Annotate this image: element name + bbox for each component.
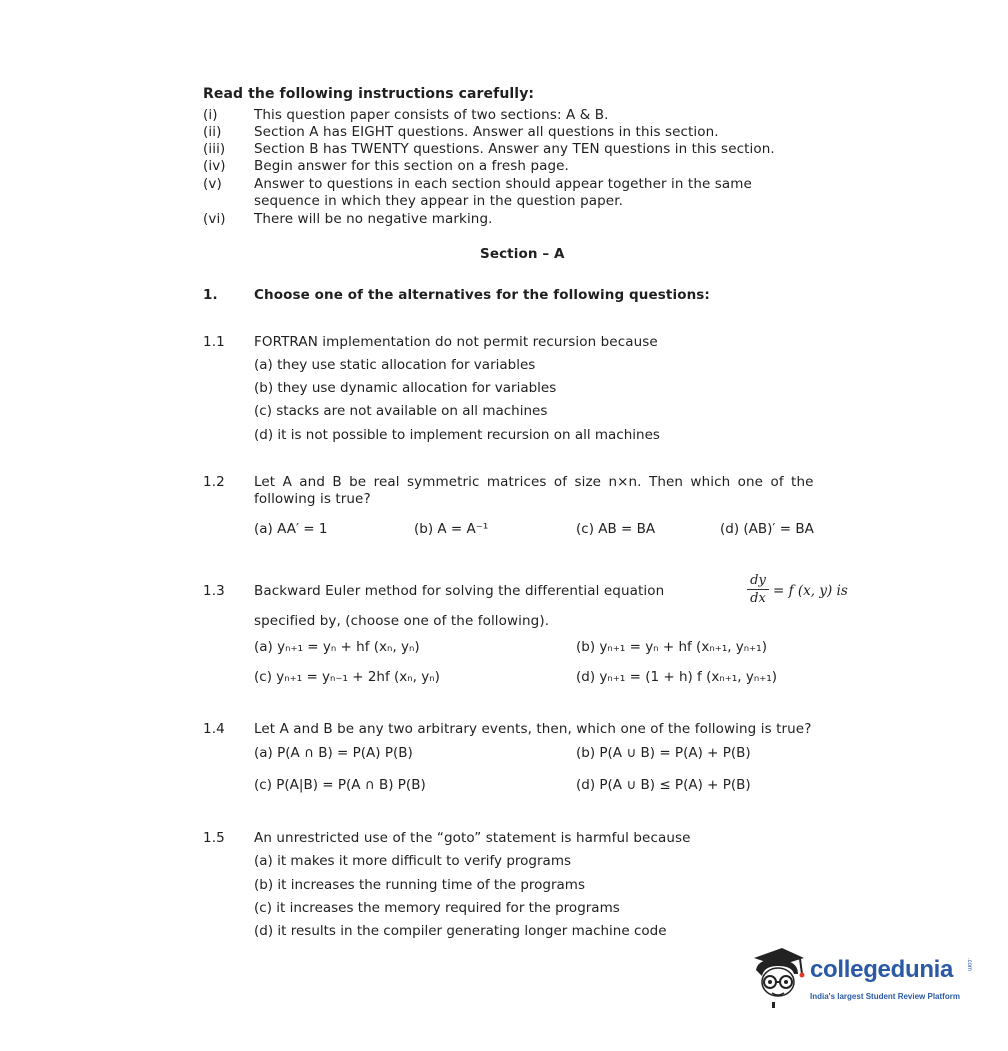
derivative-fraction <box>747 573 769 606</box>
option-d: (d) (AB)′ = BA <box>720 521 814 537</box>
fraction-bar <box>747 589 769 590</box>
option-a: (a) AA′ = 1 <box>254 521 328 537</box>
option-d: (d) it is not possible to implement recursion on all machines <box>254 427 660 443</box>
question-text: An unrestricted use of the “goto” statement is harmful because <box>254 830 691 846</box>
logo-name: collegedunia <box>810 956 954 983</box>
mascot-icon <box>748 944 808 1014</box>
question-text-continued: following is true? <box>254 491 371 507</box>
instruction-text-continued: sequence in which they appear in the question paper. <box>254 193 624 209</box>
option-d: (d) yₙ₊₁ = (1 + h) f (xₙ₊₁, yₙ₊₁) <box>576 669 778 685</box>
question-number: 1.1 <box>203 334 225 350</box>
option-a: (a) it makes it more difficult to verify programs <box>254 853 571 869</box>
section-title: Section – A <box>480 246 565 262</box>
instruction-num: (iii) <box>203 141 226 157</box>
instruction-text: Section A has EIGHT questions. Answer all questions in this section. <box>254 124 719 140</box>
question-number: 1.4 <box>203 721 225 737</box>
instruction-text: Answer to questions in each section should appear together in the same <box>254 176 752 192</box>
instruction-text: This question paper consists of two sections: A & B. <box>254 107 609 123</box>
option-c: (c) P(A|B) = P(A ∩ B) P(B) <box>254 777 426 793</box>
option-c: (c) it increases the memory required for the programs <box>254 900 620 916</box>
option-a: (a) P(A ∩ B) = P(A) P(B) <box>254 745 413 761</box>
option-c: (c) yₙ₊₁ = yₙ₋₁ + 2hf (xₙ, yₙ) <box>254 669 440 685</box>
question-text: Let A and B be real symmetric matrices of size n×n. Then which one of the <box>254 474 814 490</box>
question-text: FORTRAN implementation do not permit recursion because <box>254 334 658 350</box>
question-text: Choose one of the alternatives for the following questions: <box>254 287 710 303</box>
logo-com: .com <box>966 958 972 972</box>
question-number: 1. <box>203 287 218 303</box>
question-number: 1.3 <box>203 583 225 599</box>
option-d: (d) P(A ∪ B) ≤ P(A) + P(B) <box>576 777 751 793</box>
logo-tagline: India's largest Student Review Platform <box>810 992 960 1001</box>
fraction-numerator: dy <box>750 573 766 588</box>
instruction-num: (v) <box>203 176 222 192</box>
option-a: (a) yₙ₊₁ = yₙ + hf (xₙ, yₙ) <box>254 639 420 655</box>
option-a: (a) they use static allocation for variables <box>254 357 536 373</box>
instruction-text: Begin answer for this section on a fresh page. <box>254 158 569 174</box>
option-b: (b) yₙ₊₁ = yₙ + hf (xₙ₊₁, yₙ₊₁) <box>576 639 767 655</box>
option-c: (c) AB = BA <box>576 521 656 537</box>
option-b: (b) A = A⁻¹ <box>414 521 489 537</box>
fraction-denominator: dx <box>750 591 766 606</box>
equation-rhs: = f (x, y) is <box>773 583 848 599</box>
instruction-num: (i) <box>203 107 218 123</box>
option-b: (b) they use dynamic allocation for variables <box>254 380 557 396</box>
instruction-num: (iv) <box>203 158 226 174</box>
instruction-num: (ii) <box>203 124 222 140</box>
option-c: (c) stacks are not available on all machines <box>254 403 548 419</box>
instruction-text: There will be no negative marking. <box>254 211 493 227</box>
question-text: Backward Euler method for solving the differential equation <box>254 583 665 599</box>
question-number: 1.2 <box>203 474 225 490</box>
instruction-text: Section B has TWENTY questions. Answer any TEN questions in this section. <box>254 141 775 157</box>
collegedunia-logo <box>748 944 978 1014</box>
instruction-num: (vi) <box>203 211 226 227</box>
instructions-heading: Read the following instructions carefully: <box>203 86 535 102</box>
option-b: (b) P(A ∪ B) = P(A) + P(B) <box>576 745 751 761</box>
question-text: Let A and B be any two arbitrary events, then, which one of the following is true? <box>254 721 812 737</box>
question-text-continued: specified by, (choose one of the following). <box>254 613 550 629</box>
question-number: 1.5 <box>203 830 225 846</box>
option-b: (b) it increases the running time of the programs <box>254 877 585 893</box>
option-d: (d) it results in the compiler generating longer machine code <box>254 923 667 939</box>
